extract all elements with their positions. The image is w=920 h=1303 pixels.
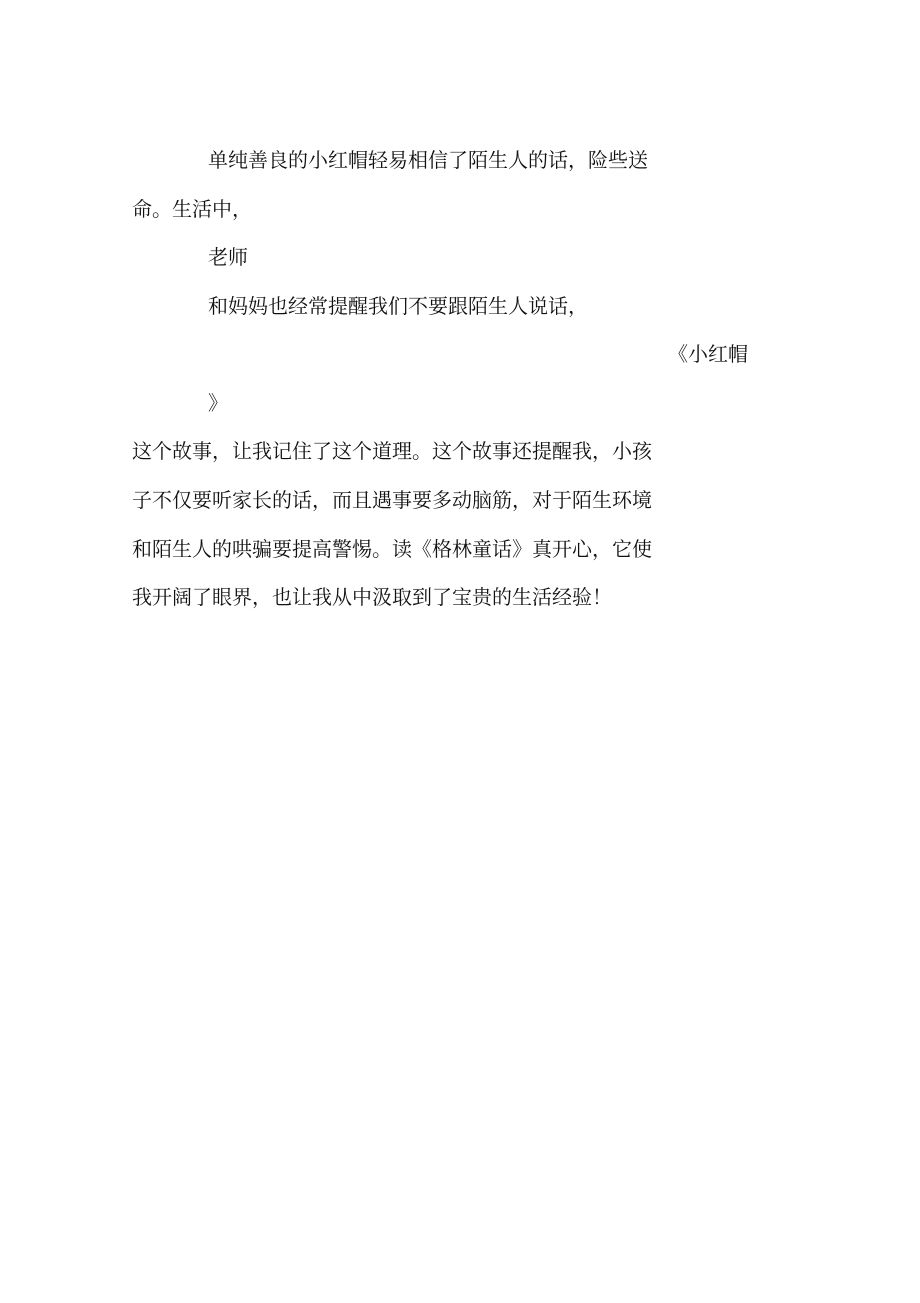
text-line-1: 单纯善良的小红帽轻易相信了陌生人的话，险些送 [208,148,648,172]
text-line-5: 《小红帽 [668,342,748,366]
text-line-4: 和妈妈也经常提醒我们不要跟陌生人说话， [208,294,588,318]
text-line-10: 我开阔了眼界，也让我从中汲取到了宝贵的生活经验！ [132,585,612,609]
text-line-7: 这个故事，让我记住了这个道理。这个故事还提醒我，小孩 [132,439,652,463]
text-line-3: 老师 [208,245,248,269]
text-line-6: 》 [208,391,228,415]
text-line-2: 命。生活中， [132,197,252,221]
text-line-9: 和陌生人的哄骗要提高警惕。读《格林童话》真开心，它使 [132,537,652,561]
text-line-8: 子不仅要听家长的话，而且遇事要多动脑筋，对于陌生环境 [132,488,652,512]
